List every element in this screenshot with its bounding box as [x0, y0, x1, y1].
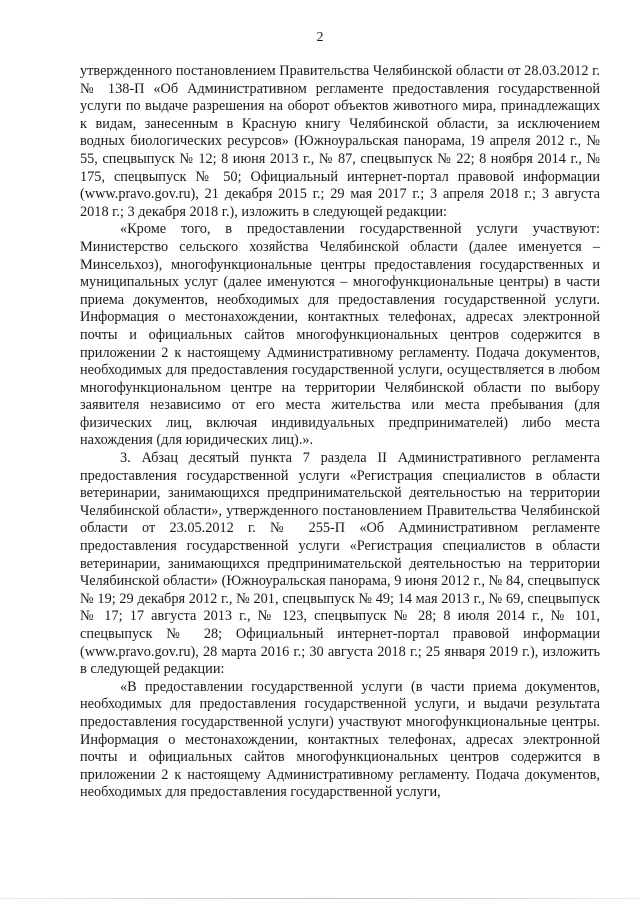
page-bottom-edge — [0, 898, 640, 899]
paragraph-quoted-amendment-2: «В предоставлении государственной услуги (в части приема документов, необходимых для предоставления государственной услуги, и выдачи результата предоставления государственной услуги) участвуют многофункциональные центры. Информация о местонахождении, контактных телефонах, адресах электронной почты и официальных сайтов многофункциональных центров содержится в приложении 2 к настоящему Административному регламенту. Подача документов, необходимых для предоставления государственной услуги, — [80, 678, 600, 801]
paragraph-continuation: утвержденного постановлением Правительства Челябинской области от 28.03.2012 г. № 138-П «Об Административном регламенте предоставления государственной услуги по выдаче разрешения на оборот объектов животного мира, принадлежащих к видам, занесенным в Красную книгу Челябинской области, за исключением водных биологических ресурсов» (Южноуральская панорама, 19 апреля 2012 г., № 55, спецвыпуск № 12; 8 июня 2013 г., № 87, спецвыпуск № 22; 8 ноября 2014 г., № 175, спецвыпуск № 50; Официальный интернет-портал правовой информации (www.pravo.gov.ru), 21 декабря 2015 г.; 29 мая 2017 г.; 3 апреля 2018 г.; 3 августа 2018 г.; 3 декабря 2018 г.), изложить в следующей редакции: — [80, 63, 600, 220]
document-body — [80, 63, 600, 802]
paragraph-item-3: 3. Абзац десятый пункта 7 раздела II Административного регламента предоставления государственной услуги «Регистрация специалистов в области ветеринарии, занимающихся предпринимательской деятельностью на территории Челябинской области», утвержденного постановлением Правительства Челябинской области от 23.05.2012 г. № 255-П «Об Административном регламенте предоставления государственной услуги «Регистрация специалистов в области ветеринарии, занимающихся предпринимательской деятельностью на территории Челябинской области» (Южноуральская панорама, 9 июня 2012 г., № 84, спецвыпуск № 19; 29 декабря 2012 г., № 201, спецвыпуск № 49; 14 мая 2013 г., № 69, спецвыпуск № 17; 17 августа 2013 г., № 123, спецвыпуск № 28; 8 июля 2014 г., № 101, спецвыпуск № 28; Официальный интернет-портал правовой информации (www.pravo.gov.ru), 28 марта 2016 г.; 30 августа 2018 г.; 25 января 2019 г.), изложить в следующей редакции: — [80, 450, 600, 678]
page-number: 2 — [316, 30, 324, 45]
paragraph-quoted-amendment-1: «Кроме того, в предоставлении государственной услуги участвуют: Министерство сельского хозяйства Челябинской области (далее именуется – Минсельхоз), многофункциональные центры предоставления государственных и муниципальных услуг (далее именуются – многофункциональные центры) в части приема документов, необходимых для предоставления государственной услуги. Информация о местонахождении, контактных телефонах, адресах электронной почты и официальных сайтов многофункциональных центров содержится в приложении 2 к настоящему Административному регламенту. Подача документов, необходимых для предоставления государственной услуги, осуществляется в любом многофункциональном центре на территории Челябинской области по выбору заявителя независимо от его места жительства или места пребывания (для физических лиц, включая индивидуальных предпринимателей) либо места нахождения (для юридических лиц).». — [80, 221, 600, 449]
